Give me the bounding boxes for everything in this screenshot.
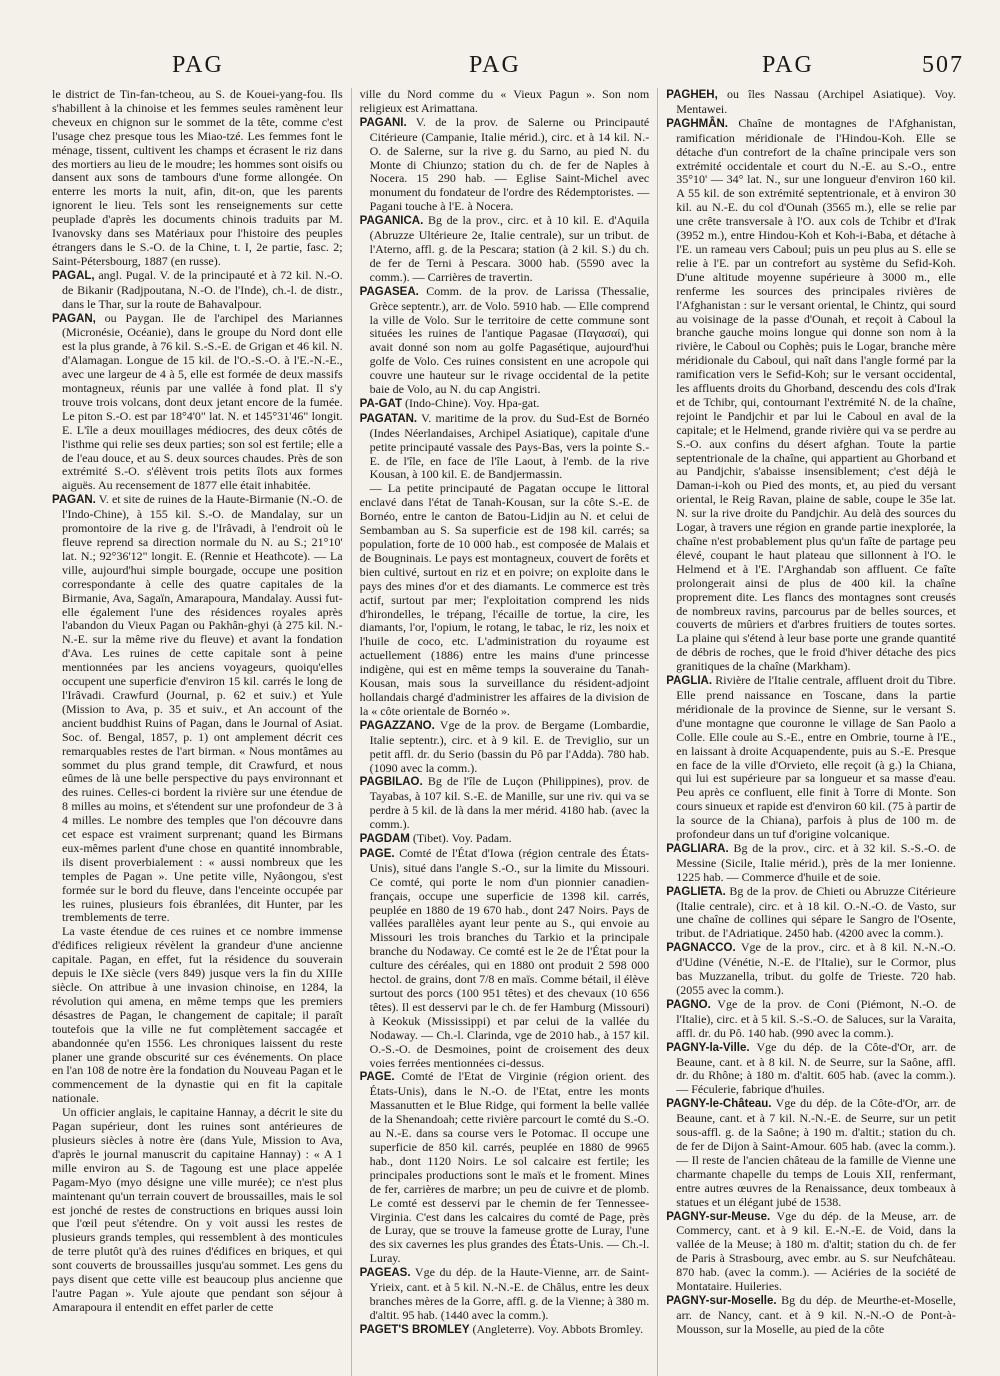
- text-paragraph: [52, 1106, 343, 1315]
- entry-text: Vge de la prov., circ. et à 8 kil. N.-N.-O. d'Udine (Vénétie, N.-E. de l'Italie), sur le Cormor, plus bas Muzzanella, tribut. du golfe de Trieste. 720 hab. (2055 avec la comm.).: [676, 940, 956, 997]
- entry-text: V. maritime de la prov. du Sud-Est de Bornéo (Indes Néerlandaises, Archipel Asiatique), capitale d'une petite principauté vassale des Pays-Bas, vers la pointe S.-E. de l'île, en face de l'île Laout, à l'emb. de la rive Kousan, à 100 kil. E. de Bandjermassin.: [369, 410, 650, 482]
- entry-headword: PAGEAS.: [359, 1267, 411, 1280]
- entry-headword: PAGBILAO.: [359, 776, 423, 789]
- entry-text: Vge du dép. de la Haute-Vienne, arr. de Saint-Yrieix, cant. et à 5 kil. N.-N.-E. de Châlus, entre les deux branches mères de la Gorre, affl. g. de la Vienne; à 380 m. d'altit. 95 hab. (1440 avec la comm.).: [369, 1265, 650, 1322]
- dictionary-entry: [360, 1070, 650, 1266]
- text-paragraph: [52, 925, 343, 1106]
- dictionary-entry: [360, 847, 650, 1071]
- text-columns: [44, 88, 964, 1376]
- dictionary-entry: [666, 1210, 956, 1294]
- entry-headword: PAGET'S BROMLEY: [359, 1323, 470, 1336]
- entry-headword: PAGAN,: [52, 312, 96, 325]
- dictionary-entry: [360, 719, 650, 776]
- entry-text: le district de Tin-fan-tcheou, au S. de Kouei-yang-fou. Ils s'habillent à la chinoise et les femmes seules ramènent leur cheveux en chignon sur le sommet de la tête, comme c'est l'usage chez presque tous les Miao-tzé. Les femmes font le ménage, tissent, cultivent les champs et écrasent le riz dans des mortiers au lieu de le moudre; les hommes sont oisifs ou dansent aux sons de tambours d'une forme allongée. On enterre les morts la nuit, afin, dit-on, que les parents ignorent le lieu. Tels sont les renseignements sur cette peuplade d'après les documents chinois traduits par M. Ivanovsky dans ses Matériaux pour l'histoire des peuples étrangers dans le S.-O. de la Chine, t. I, 2e partie, fasc. 2; Saint-Pétersbourg, 1887 (en russe).: [52, 88, 343, 268]
- entry-text: Comté de l'Etat de Virginie (région orient. des États-Unis), dans le N.-O. de l'Etat, entre les monts Massanutten et le Blue Ridge, qui forment la belle vallée de la Shenandoah; cette rivière parcourt le comté du S.-O. au N.-E. dans sa course vers le Potomac. Il occupe une superficie de 850 kil. carrés, peuplée en 1880 de 9965 hab., dont 1120 Noirs. Le sol calcaire est fertile; les principales productions sont le maïs et le froment. Mines de fer, carrières de marbre; un peu de cuivre et de plomb. Le comté est desservi par le chemin de fer Tennessee-Virginia. C'est dans les calcaires du comté de Page, près de Luray, que se trouve la fameuse grotte de Luray, l'une des six cavernes les plus grandes des États-Unis. — Ch.-l. Luray.: [369, 1069, 650, 1266]
- dictionary-entry: [52, 312, 343, 494]
- dictionary-entry: [52, 269, 343, 312]
- text-paragraph: [360, 482, 650, 718]
- middle-column: [351, 88, 658, 1376]
- entry-text: Vge du dép. de la Côte-d'Or, arr. de Beaune, cant. et à 8 kil. N. de Seurre, sur la Saône, affl. dr. du Rhône; à 180 m. d'altit. 605 hab. (avec la comm.). — Féculerie, fabrique d'huiles.: [676, 1039, 956, 1097]
- entry-text: La vaste étendue de ces ruines et ce nombre immense d'édifices religieux révèlent la grandeur d'une ancienne capitale. Pagan, en effet, fut la résidence du souverain depuis le IXe siècle (vers 849) jusque vers la fin du XIIIe siècle. On attribue à une invasion chinoise, en 1284, la révolution qui amena, en même temps que les premiers désastres de Pagan, le changement de capitale; il paraît toutefois que la ville ne fut complètement saccagée et abandonnée qu'en 1556. Les chroniques laissent du reste planer une grande obscurité sur ces événements. On place en l'an 108 de notre ère la fondation du Nouveau Pagan et le commencement de la dynastie qui en fit la capitale nationale.: [52, 924, 343, 1106]
- dictionary-entry: [666, 842, 956, 885]
- dictionary-entry: [666, 117, 956, 674]
- entry-text: V. de la prov. de Salerne ou Principauté Citérieure (Campanie, Italie mérid.), circ. et à 14 kil. N.-O. de Salerne, sur la rive g. du Sarno, au pied N. du Monte di Chiunzo; station du ch. de fer de Naples à Nocera. 15 290 hab. — Eglise Saint-Michel avec monument du fondateur de l'ordre des Rédemptoristes. — Pagani touche à l'E. à Nocera.: [369, 114, 650, 214]
- entry-text: — La petite principauté de Pagatan occupe le littoral enclavé dans l'état de Tanah-Kousan, sur la côte S.-E. de Bornéo, entre le canton de Batou-Lidjin au N. et celui de Sembamban au S. Sa superficie est de 198 kil. carrés; sa population, forte de 10 000 hab., est composée de Malais et de Bougninais. Le pays est montagneux, couvert de forêts et bien cultivé, surtout en riz et en poivre; on exploite dans le pays des mines d'or et des diamants. Le commerce est très actif, surtout par mer; l'exploitation comprend les nids d'hirondelles, le trépang, l'écaille de tortue, la cire, les diamants, l'or, l'opium, le rotang, le tabac, le riz, les noix et l'huile de coco, etc. L'administration du royaume est actuellement (1886) entre les mains d'une princesse indigène, qui est en même temps la souveraine du Tanah-Kousan, mais sous la surveillance du résident-adjoint hollandais chargé d'administrer les affaires de la division de la « côte orientale de Bornéo ».: [359, 481, 650, 718]
- dictionary-entry: [360, 832, 650, 847]
- entry-text: (Tibet). Voy. Padam.: [409, 831, 512, 846]
- entry-headword: PAGNY-sur-Meuse.: [666, 1210, 771, 1223]
- entry-headword: PAGDAM: [359, 833, 410, 846]
- dictionary-entry: [666, 88, 956, 117]
- entry-text: Vge de la prov. de Bergame (Lombardie, Italie septentr.), circ. et à 9 kil. E. de Treviglio, sur un petit affl. dr. du Serio (bassin du Pô par l'Adda). 780 hab. (1090 avec la comm.).: [369, 717, 650, 775]
- entry-text: Un officier anglais, le capitaine Hannay, a décrit le site du Pagan supérieur, dont les ruines sont antérieures de plusieurs siècles à notre ère (dans Yule, Mission to Ava, d'après le journal manuscrit du capitaine Hannay) : « A 1 mille environ au S. de Tagoung est une place appelée Pagam-Myo (myo désigne une ville murée); ce n'est plus maintenant qu'un terrain couvert de broussailles, mais le sol est jonché de restes de constructions en briques aussi loin que l'œil peut s'étendre. On y voit aussi les restes de plusieurs grands temples, qui ressemblent à des monticules de terre plutôt qu'à des ruines d'édifices en briques, et qui sont couverts de broussailles jusqu'au sommet. Les gens du pays disent que cette ville est beaucoup plus ancienne que l'autre Pagan ». Yule ajoute que pendant son séjour à Amarapoura il entendit en effet parler de cette: [52, 1105, 343, 1314]
- entry-text: Bg du dép. de Meurthe-et-Moselle, arr. de Nancy, cant. et à 9 kil. N.-N.-O de Pont-à-Mousson, sur la Moselle, au pied de la côte: [676, 1292, 956, 1336]
- entry-text: ou Paygan. Ile de l'archipel des Mariannes (Micronésie, Océanie), dans le groupe du Nord dont elle est la plus grande, à 76 kil. S.-S.-E. de Grigan et 46 kil. N. d'Alamagan. Longue de 15 kil. de l'O.-S.-O. à l'E.-N.-E., avec une largeur de 4 à 5, elle est formée de deux massifs montagneux, réunis par une vallée à fond plat. Il s'y trouve trois volcans, dont deux jetant encore de la fumée. Le piton S.-O. est par 18°4'0" lat. N. et 145°31'46" longit. E. L'île a deux mouillages médiocres, des deux côtés de l'isthme qui relie ses deux parties; son sol est fertile; elle a de l'eau douce, et au S. deux sources chaudes. Près de son extrémité S.-O. s'élèvent trois petits îlots aux formes aiguës. Au recensement de 1877 elle était inhabitée.: [62, 310, 343, 493]
- dictionary-entry: [666, 885, 956, 942]
- running-head-center: PAG: [469, 52, 521, 78]
- dictionary-entry: [360, 116, 650, 214]
- entry-headword: PA-GAT: [359, 397, 402, 410]
- entry-headword: PAGHMÂN.: [666, 117, 729, 130]
- entry-headword: PAGLIA.: [666, 675, 713, 688]
- entry-text: Bg de la prov., circ. et à 10 kil. E. d'Aquila (Abruzze Ultérieure 2e, Italie centrale), sur un tribut. de l'Aterno, affl. g. de la Pescara; station (à 2 kil. S.) du ch. de fer de Terni à Pescara. 3000 hab. (5590 avec la comm.). — Carrières de travertin.: [369, 213, 650, 284]
- dictionary-entry: [360, 412, 650, 483]
- text-paragraph: [360, 88, 650, 116]
- entry-headword: PAGLIARA.: [666, 842, 729, 855]
- page-number: 507: [922, 52, 964, 78]
- entry-headword: PAGAN.: [52, 494, 96, 507]
- entry-headword: PAGAZZANO.: [359, 719, 435, 732]
- dictionary-entry: [666, 998, 956, 1041]
- entry-text: Comté de l'État d'Iowa (région centrale des États-Unis), situé dans l'angle S.-O., sur la limite du Missouri. Ce comté, qui porte le nom d'un pionnier canadien-français, occupe une superficie de 1398 kil. carrés, peuplée en 1880 de 19 670 hab., dont 247 Noirs. Pays de vallées parallèles ayant leur pente au S., qui envoie au Missouri les trois branches du Tarkio et la principale branche du Nodaway. Ce comté est le 2e de l'État pour la culture des céréales, qui en 1880 ont produit 2 598 000 hectol. de grains, dont 7/8 en maïs. Comme bétail, il élève surtout des porcs (100 951 têtes) et des chevaux (10 656 têtes). Il est desservi par le ch. de fer Hamburg (Missouri) à Keokuk (Mississippi) et par celui de la vallée du Nodaway. — Ch.-l. Clarinda, vge de 2010 hab., à 157 kil. O.-S.-O. de Desmoines, point de croisement des deux voies ferrées mentionnées ci-dessus.: [369, 845, 650, 1070]
- entry-text: Chaîne de montagnes de l'Afghanistan, ramification méridionale de l'Hindou-Koh. Elle se détache d'un contrefort de la chaîne principale vers son extrémité occidentale et court du N.-E. au S.-O., entre 35°10' — 34° lat. N., sur une longueur d'environ 160 kil. A 55 kil. de son extrémité septentrionale, et à environ 30 kil. au N.-E. du col d'Ounah (3565 m.), elle se relie par une crête transversale à l'O. aux cols de Tchibr et d'Irak (3952 m.), entre Hindou-Koh et Koh-i-Baba, et détache à l'E. un rameau vers Caboul; puis un peu plus au S. elle se relie à l'E. par un contrefort au système du Sefid-Koh. D'une altitude moyenne supérieure à 3000 m., elle renferme les sources des principales rivières de l'Afghanistan : sur le versant oriental, le Chintz, qui sourd au voisinage de la passe d'Ounah, et reçoit à Caboul la branche gauche moins longue qui donne son nom à la rivière, le Caboul ou Cophès; puis le Logar, branche mère méridionale du Caboul, qui naît dans l'angle formé par la ramification vers le Sefid-Koh; sur le versant occidental, les affluents droits du Ghorband, descendu des cols d'Irak et de Tchibr, qui, contournant l'extrémité N. de la chaîne, rejoint le Pandjchir et par lui le Caboul en aval de la capitale; et le Helmend, grande rivière qui va se perdre au S.-O. aux confins du désert afghan. Toute la partie septentrionale de la chaîne, qui appartient au Ghorband et au Pandjchir, s'abaisse insensiblement; c'est déjà le Daman-i-koh ou Pied des monts, et, au pied du versant oriental, le Reig Ravan, plaine de sable, coupe le 35e lat. N. sur la rive droite du Pandjchir. Au delà des sources du Logar, à travers une région en grande partie inexplorée, la chaîne n'est probablement plus qu'un faîte de partage peu élevé, coupant le haut plateau que sillonnent à l'O. le Helmend et à l'E. l'Arghandab son affluent. Ce faîte prolongerait ainsi de plus de 400 kil. la chaîne proprement dite. Les flancs des montagnes sont creusés de nombreux ravins, parcourus par de belles sources, et couverts de mûriers et d'arbres fruitiers de toutes sortes. La plaine qui s'étend à leur base porte une grande quantité de débris de roches, que le froid d'hiver détache des pics granitiques de la chaîne (Markham).: [676, 115, 956, 674]
- dictionary-entry: [360, 1266, 650, 1323]
- entry-headword: PAGLIETA.: [666, 885, 726, 898]
- entry-text: Bg de la prov., circ. et à 32 kil. S.-S.-O. de Messine (Sicile, Italie mérid.), près de la mer Ionienne. 1225 hab. — Commerce d'huile et de soie.: [676, 840, 956, 884]
- entry-headword: PAGNY-sur-Moselle.: [666, 1294, 777, 1307]
- right-column: [657, 88, 964, 1376]
- dictionary-entry: [666, 674, 956, 842]
- entry-text: Bg de l'île de Luçon (Philippines), prov. de Tayabas, à 107 kil. S.-E. de Manille, sur une riv. qui va se perdre à 5 kil. de là dans la mer mérid. 4180 hab. (avec la comm.).: [369, 774, 650, 832]
- entry-text: ou îles Nassau (Archipel Asiatique). Voy. Mentawei.: [676, 88, 956, 116]
- entry-text: angl. Pugal. V. de la principauté et à 72 kil. N.-O. de Bikanir (Radjpoutana, N.-O. de l'Inde), ch.-l. de distr., dans le Thar, sur la route de Bahavalpour.: [62, 267, 343, 311]
- running-head-right: PAG: [762, 52, 814, 78]
- dictionary-entry: [666, 1294, 956, 1337]
- entry-headword: PAGAL,: [52, 269, 95, 282]
- dictionary-entry: [666, 1041, 956, 1098]
- entry-text: V. et site de ruines de la Haute-Birmanie (N.-O. de l'Indo-Chine), à 155 kil. S.-O. de Mandalay, sur un promontoire de la rive g. de l'Irâvadi, à l'endroit où le fleuve reprend sa direction normale du N. au S.; 21°10' lat. N.; 92°36'12" longit. E. (Rennie et Heathcote). — La ville, aujourd'hui simple bourgade, occupe une position correspondante à celle des quatre capitales de la Birmanie, Ava, Sagaïn, Amarapoura, Mandalay. Aussi fut-elle également l'une des résidences royales après l'abandon du Vieux Pagan ou Pakhân-ghyi (à 275 kil. N.-N.-E. sur la même rive du fleuve) et avant la fondation d'Ava. Les ruines de cette capitale sont à peine mentionnées par les anciens voyageurs, quoiqu'elles occupent une superficie d'environ 15 kil. carrés le long de l'Irâvadi. Crawfurd (Journal, p. 62 et suiv.) et Yule (Mission to Ava, p. 35 et suiv., et An account of the ancient buddhist Ruins of Pagan, dans le Journal of Asiat. Soc. of. Bengal, 1857, p. 1) ont amplement décrit ces remarquables restes de l'art birman. « Nous montâmes au sommet du plus grand temple, dit Crawfurd, et nous eûmes de là une belle perspective du pays environnant et des ruines. Celles-ci bordent la rivière sur une étendue de 8 milles au moins, et s'étendent sur une profondeur de 3 à 4 milles. Le nombre des temples que l'on découvre dans cet espace est vraiment surprenant; quand les Birmans eux-mêmes parlent d'une chose en quantité innombrable, ils disent proverbialement : « aussi nombreux que les temples de Pagan ». Une petite ville, Nyâongou, s'est formée sur le bord du fleuve, dans l'enceinte occupée par les ruines, plusieurs fois ébranlées, dit Hunter, par les tremblements de terre.: [62, 492, 343, 925]
- entry-text: Comm. de la prov. de Larissa (Thessalie, Grèce septentr.), arr. de Volo. 5910 hab. — Elle comprend la ville de Volo. Sur le territoire de cette commune sont situées les ruines de l'antique Pagasae (Παγασαί), qui avait donné son nom au golfe Pagasétique, aujourd'hui golfe de Volo. Ces ruines consistent en une acropole qui couvre une hauteur sur le rivage occidental de la petite baie de Volo, au N. du cap Angistri.: [369, 283, 650, 397]
- running-head: [44, 52, 964, 82]
- left-column: [44, 88, 351, 1376]
- entry-headword: PAGNY-le-Château.: [666, 1098, 772, 1111]
- dictionary-entry: [360, 285, 650, 397]
- entry-headword: PAGNO.: [666, 998, 711, 1011]
- entry-headword: PAGASEA.: [359, 285, 419, 298]
- entry-text: (Indo-Chine). Voy. Hpa-gat.: [402, 395, 540, 410]
- dictionary-entry: [360, 1323, 650, 1338]
- dictionary-entry: [52, 493, 343, 925]
- entry-headword: PAGANI.: [359, 116, 407, 129]
- entry-text: Vge du dép. de la Côte-d'Or, arr. de Beaune, cant. et à 7 kil. N.-N.-E. de Seurre, sur un petit sous-affl. g. de la Saône; à 190 m. d'altit.; station du ch. de fer de Dijon à Saint-Amour. 605 hab. (avec la comm.). — Il reste de l'ancien château de la famille de Vienne une charmante chapelle du temps de Louis XII, renfermant, entre autres œuvres de la Renaissance, deux tombeaux à statues et un élégant jubé de 1538.: [676, 1096, 956, 1209]
- entry-text: Vge du dép. de la Meuse, arr. de Commercy, cant. et à 9 kil. E.-N.-E. de Void, dans la vallée de la Meuse; à 180 m. d'altit; station du ch. de fer de Paris à Strasbourg, avec embr. au S. sur Neufchâteau. 870 hab. (avec la comm.). — Aciéries de la société de Montataire. Huileries.: [676, 1208, 956, 1294]
- entry-headword: PAGE.: [359, 1071, 395, 1084]
- entry-text: Rivière de l'Italie centrale, affluent droit du Tibre. Elle prend naissance en Toscane, dans la partie méridionale de la province de Sienne, sur le versant S. d'une montagne que couronne le village de San Paolo a Colle. Elle coule au S.-E., entre en Ombrie, tourne à l'E., en laissant à droite Acquapendente, puis au S.-E. Presque en face de la ville d'Orvieto, elle reçoit (à g.) la Chiana, qui lui est supérieure par sa longueur et sa masse d'eau. Peu après ce confluent, elle finit à Torre di Monte. Son cours sinueux et rapide est d'environ 60 kil. (75 à partir de la source de la Chiana), parfois à plus de 100 m. de profondeur dans un tuf d'origine volcanique.: [676, 673, 956, 842]
- dictionary-entry: [360, 214, 650, 285]
- entry-text: Vge de la prov. de Coni (Piémont, N.-O. de l'Italie), circ. et à 5 kil. S.-S.-O. de Saluces, sur la Varaita, affl. dr. du Pô. 140 hab. (990 avec la comm.).: [676, 996, 956, 1040]
- entry-headword: PAGATAN.: [359, 412, 418, 425]
- running-head-left: PAG: [172, 52, 224, 78]
- entry-headword: PAGNACCO.: [666, 942, 736, 955]
- text-paragraph: [52, 88, 343, 269]
- dictionary-entry: [666, 941, 956, 998]
- entry-text: ville du Nord comme du « Vieux Pagun ». Son nom religieux est Arimattana.: [359, 88, 650, 115]
- entry-headword: PAGNY-la-Ville.: [666, 1041, 750, 1054]
- dictionary-entry: [360, 397, 650, 412]
- dictionary-entry: [360, 775, 650, 832]
- entry-headword: PAGANICA.: [359, 215, 424, 228]
- entry-headword: PAGHEH,: [666, 89, 718, 101]
- entry-headword: PAGE.: [359, 847, 395, 860]
- entry-text: (Angleterre). Voy. Abbots Bromley.: [469, 1321, 644, 1336]
- dictionary-entry: [666, 1097, 956, 1209]
- entry-text: Bg de la prov. de Chieti ou Abruzze Citérieure (Italie centrale), circ. et à 18 kil. O.-N.-O. de Vasto, sur une chaîne de collines qui sépare le Sangro de l'Osente, tribut. de l'Adriatique. 2450 hab. (4200 avec la comm.).: [676, 883, 956, 941]
